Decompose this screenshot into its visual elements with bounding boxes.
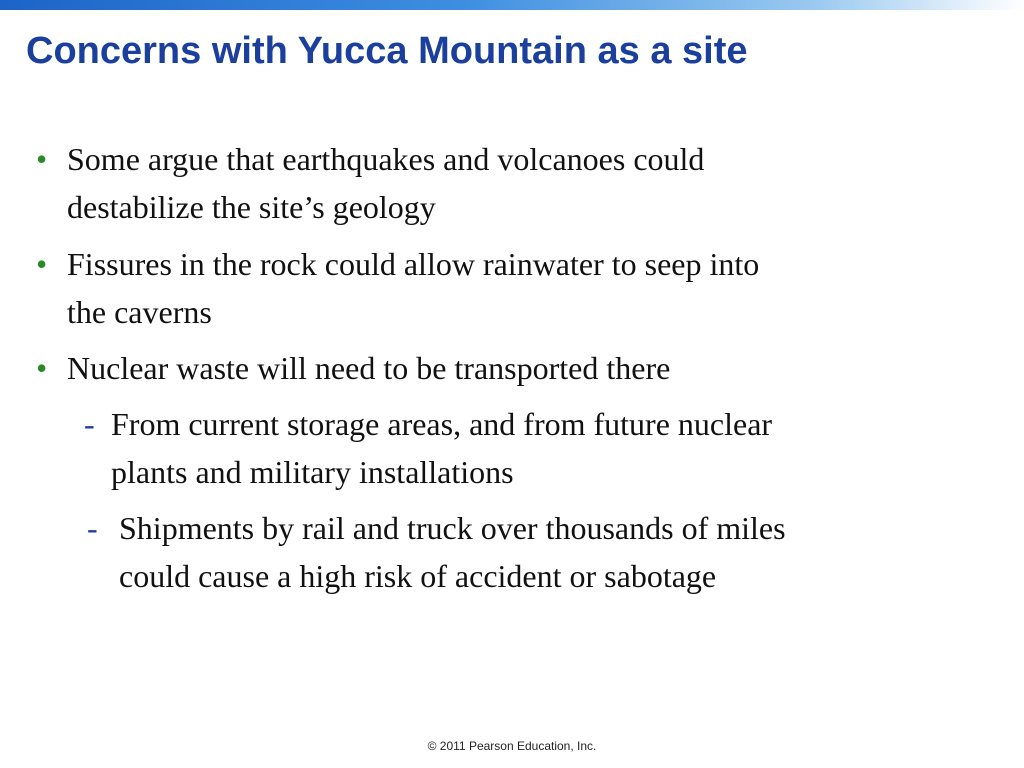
sub-bullet-text (111, 400, 772, 496)
bullet-line: Nuclear waste will need to be transported there (67, 350, 671, 386)
bullet-line: Fissures in the rock could allow rainwater to seep into (67, 246, 760, 282)
bullet-item (36, 135, 704, 231)
bullet-text (67, 135, 704, 231)
bullet-text (67, 240, 759, 336)
bullet-marker: • (36, 246, 48, 282)
copyright-footer: © 2011 Pearson Education, Inc. (427, 739, 597, 753)
sub-bullet-line: could cause a high risk of accident or sabotage (119, 558, 717, 594)
sub-bullet-text (119, 504, 786, 600)
slide-title: Concerns with Yucca Mountain as a site (26, 30, 748, 72)
bullet-item (36, 240, 759, 336)
sub-bullet-line: From current storage areas, and from future nuclear (111, 406, 773, 442)
bullet-line: destabilize the site’s geology (67, 189, 436, 225)
bullet-text (67, 344, 670, 392)
sub-bullet-line: Shipments by rail and truck over thousands of miles (119, 510, 786, 546)
bullet-line: Some argue that earthquakes and volcanoes could (67, 141, 705, 177)
bullet-marker: • (36, 350, 48, 386)
sub-bullet-line: plants and military installations (111, 454, 514, 490)
bullet-marker: • (36, 141, 48, 177)
bullet-item (36, 344, 670, 392)
bullet-line: the caverns (67, 294, 212, 330)
sub-bullet-item (87, 504, 786, 600)
sub-bullet-marker: - (84, 406, 95, 442)
header-accent-bar (0, 0, 1024, 10)
sub-bullet-item (84, 400, 772, 496)
sub-bullet-marker: - (87, 510, 98, 546)
